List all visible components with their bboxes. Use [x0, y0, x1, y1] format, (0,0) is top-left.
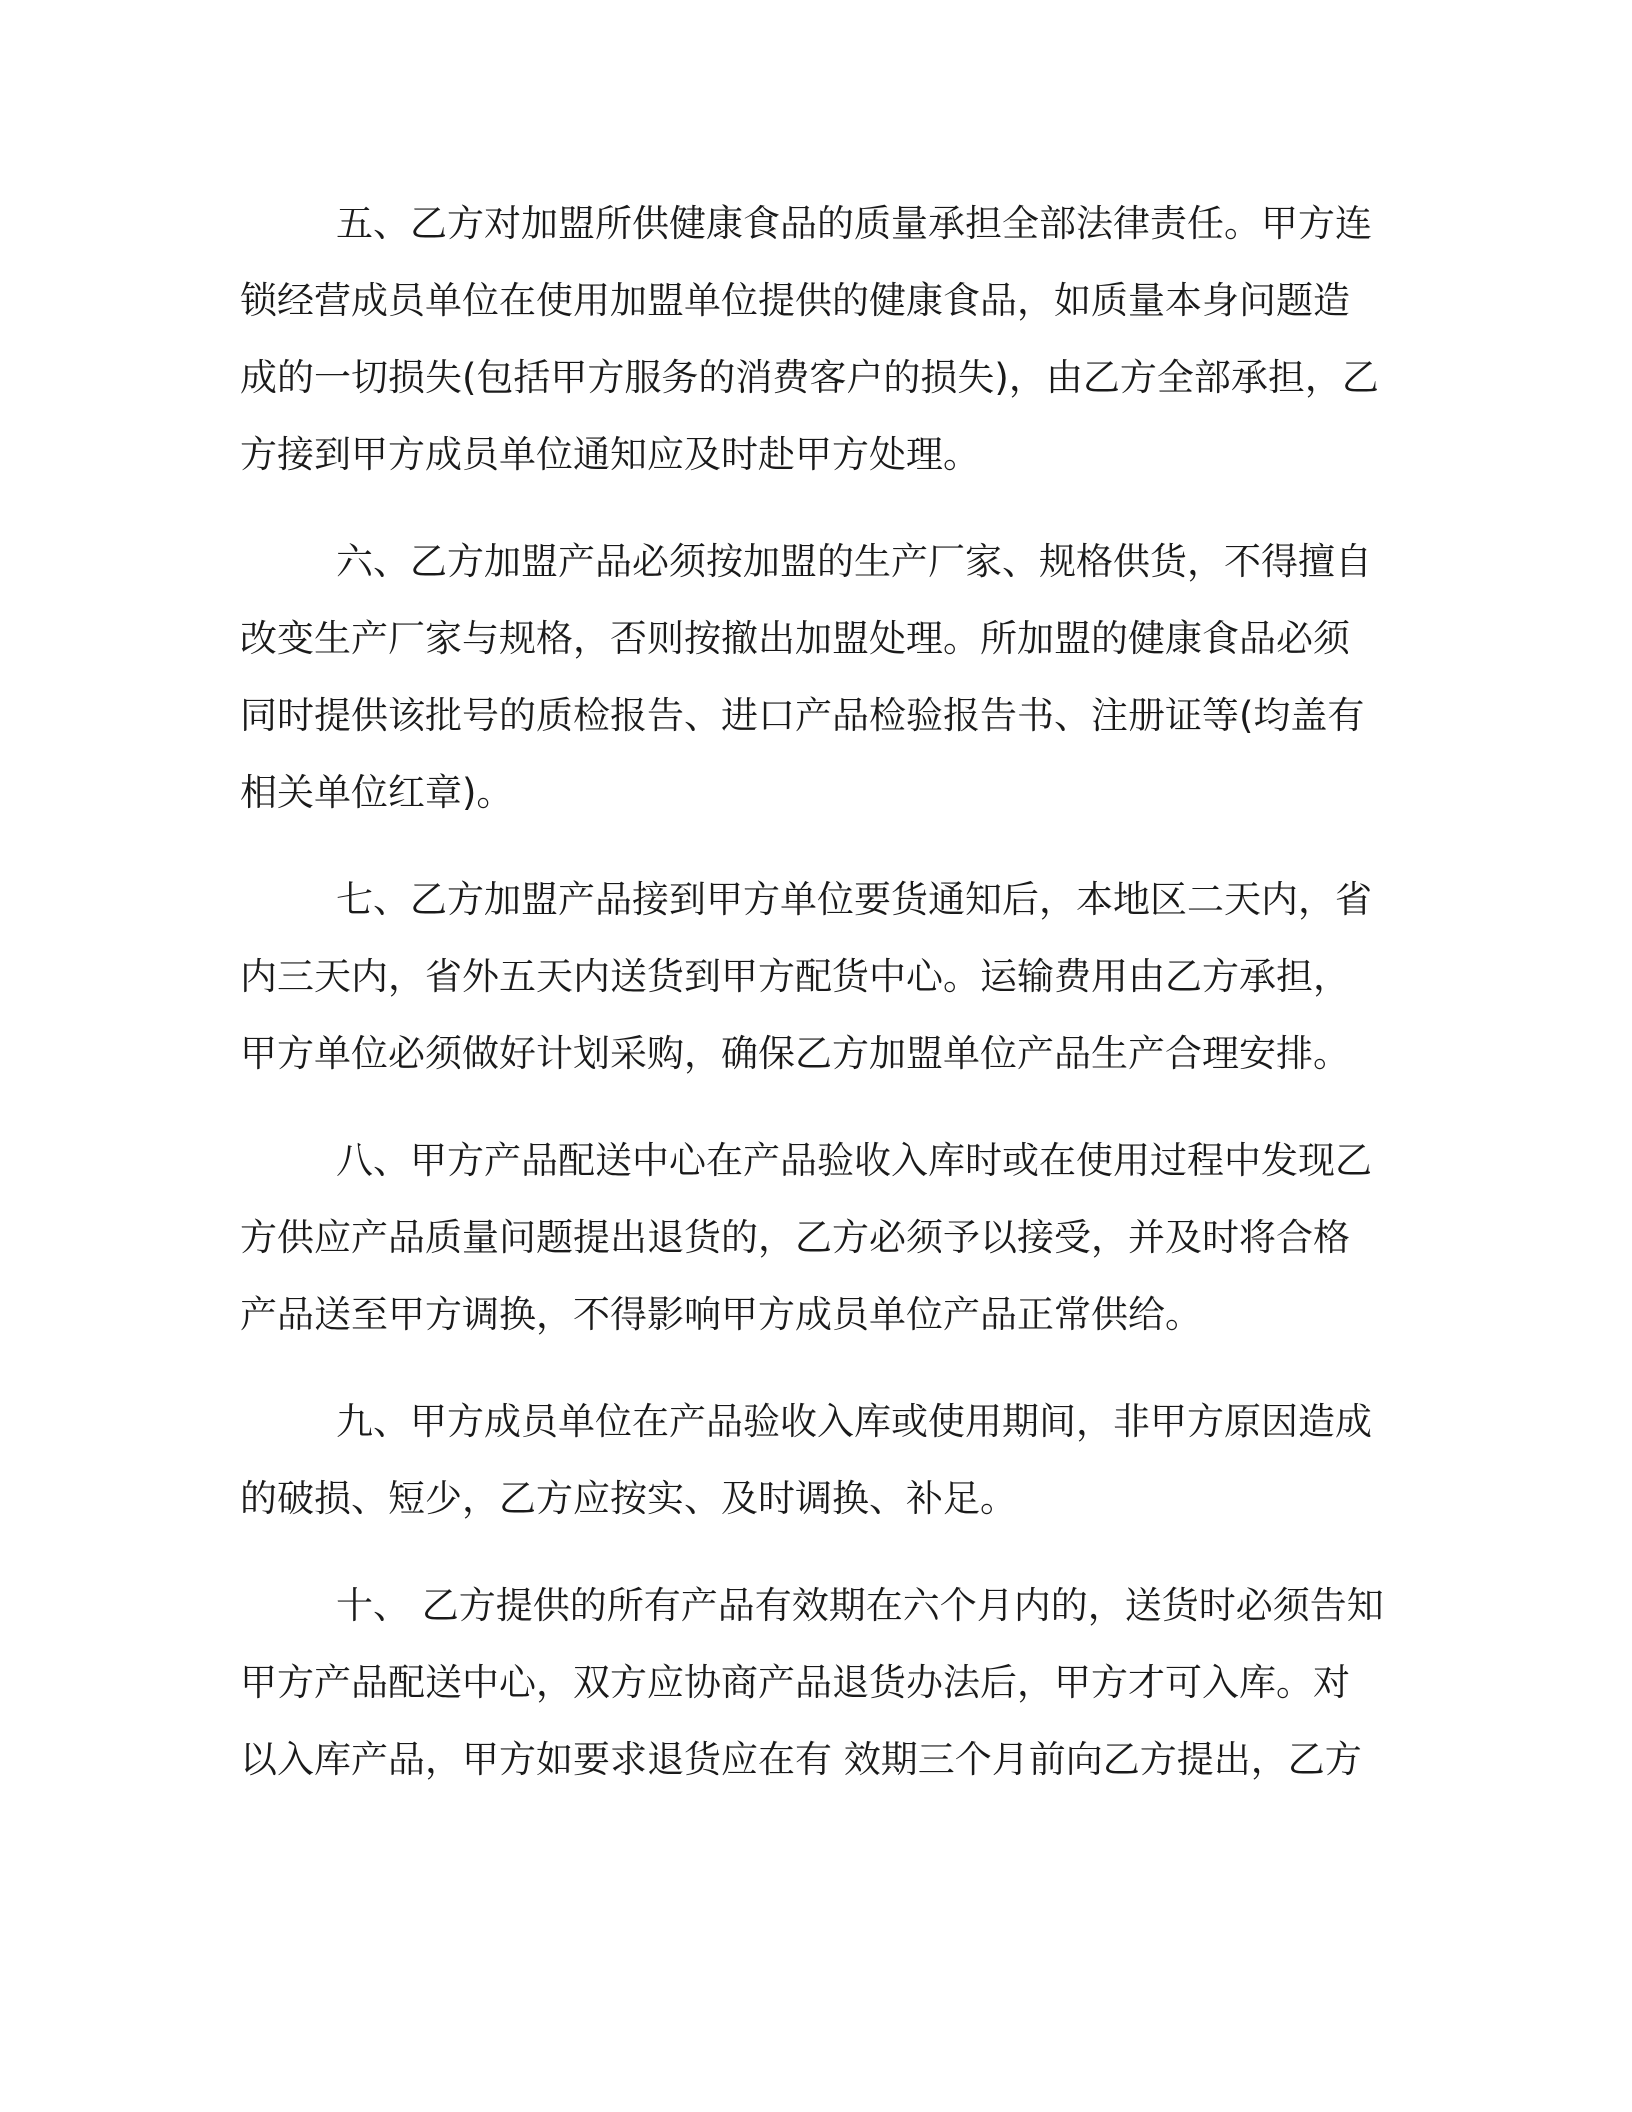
clause-5-paragraph	[240, 185, 1390, 493]
text-line: 产品送至甲方调换，不得影响甲方成员单位产品正常供给。	[240, 1293, 1202, 1336]
text-line: 方接到甲方成员单位通知应及时赴甲方处理。	[240, 433, 980, 476]
text-line: 五、乙方对加盟所供健康食品的质量承担全部法律责任。甲方连	[336, 202, 1372, 245]
text-line: 十、 乙方提供的所有产品有效期在六个月内的，送货时必须告知	[336, 1584, 1384, 1627]
clause-10-paragraph	[240, 1567, 1390, 1798]
text-line: 相关单位红章)。	[240, 771, 514, 814]
text-line: 甲方产品配送中心，双方应协商产品退货办法后，甲方才可入库。对	[240, 1661, 1350, 1704]
text-line: 同时提供该批号的质检报告、进口产品检验报告书、注册证等(均盖有	[240, 694, 1365, 737]
clause-7-paragraph	[240, 861, 1390, 1092]
text-line: 九、甲方成员单位在产品验收入库或使用期间，非甲方原因造成	[336, 1400, 1372, 1443]
text-line: 内三天内，省外五天内送货到甲方配货中心。运输费用由乙方承担，	[240, 955, 1350, 998]
text-line: 以入库产品，甲方如要求退货应在有 效期三个月前向乙方提出，乙方	[240, 1738, 1362, 1781]
document-body	[240, 185, 1390, 1798]
text-line: 甲方单位必须做好计划采购，确保乙方加盟单位产品生产合理安排。	[240, 1032, 1350, 1075]
clause-9-paragraph	[240, 1383, 1390, 1537]
text-line: 锁经营成员单位在使用加盟单位提供的健康食品，如质量本身问题造	[240, 279, 1350, 322]
text-line: 成的一切损失(包括甲方服务的消费客户的损失)，由乙方全部承担，乙	[240, 356, 1379, 399]
clause-8-paragraph	[240, 1122, 1390, 1353]
text-line: 六、乙方加盟产品必须按加盟的生产厂家、规格供货，不得擅自	[336, 540, 1372, 583]
clause-6-paragraph	[240, 523, 1390, 831]
text-line: 改变生产厂家与规格，否则按撤出加盟处理。所加盟的健康食品必须	[240, 617, 1350, 660]
text-line: 方供应产品质量问题提出退货的，乙方必须予以接受，并及时将合格	[240, 1216, 1350, 1259]
text-line: 七、乙方加盟产品接到甲方单位要货通知后，本地区二天内，省	[336, 878, 1372, 921]
text-line: 八、甲方产品配送中心在产品验收入库时或在使用过程中发现乙	[336, 1139, 1372, 1182]
text-line: 的破损、短少，乙方应按实、及时调换、补足。	[240, 1477, 1017, 1520]
